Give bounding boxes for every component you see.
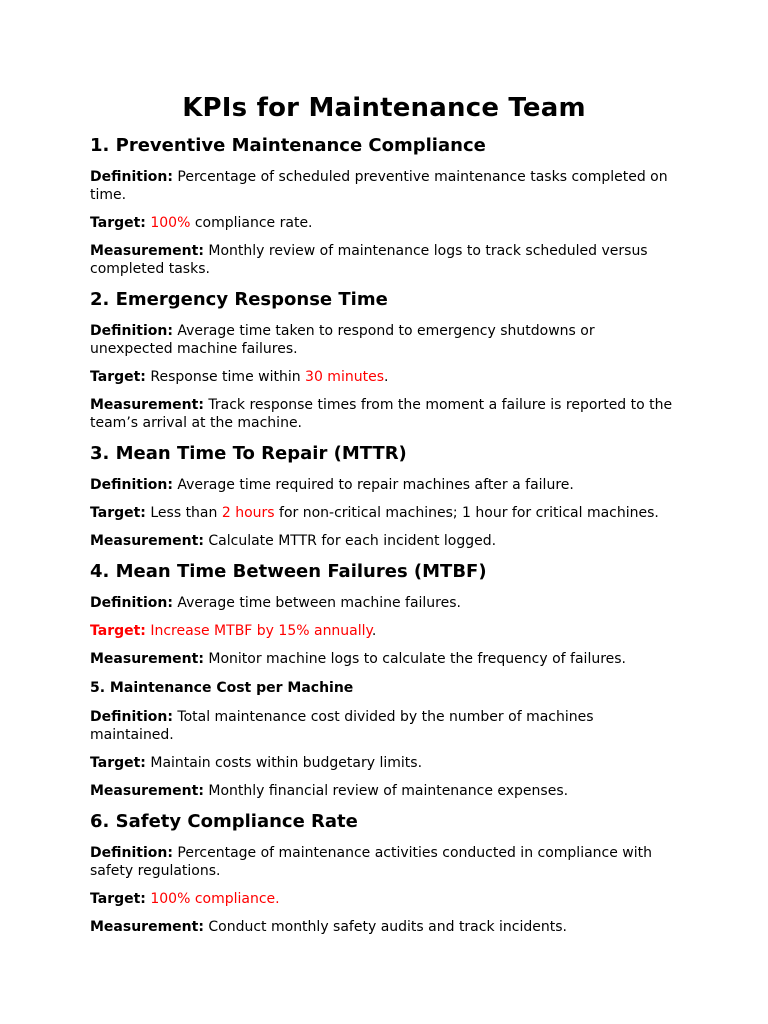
target-label: Target: (90, 369, 146, 385)
target-text: compliance rate. (190, 215, 313, 231)
measurement-text: Conduct monthly safety audits and track incidents. (208, 919, 567, 935)
target-highlight: 100% (150, 215, 191, 231)
measurement-label: Measurement: (90, 243, 204, 259)
definition-text: Average time between machine failures. (177, 595, 461, 611)
measurement-text: Monitor machine logs to calculate the frequency of failures. (208, 651, 627, 667)
measurement-paragraph (90, 242, 678, 278)
target-label: Target: (90, 505, 146, 521)
target-paragraph (90, 622, 678, 640)
document-title: KPIs for Maintenance Team (182, 93, 586, 123)
section-heading: 5. Maintenance Cost per Machine (90, 680, 354, 696)
definition-label: Definition: (90, 169, 173, 185)
definition-text: Average time taken to respond to emergency shutdowns or unexpected machine failures. (90, 323, 595, 357)
definition-paragraph (90, 708, 678, 744)
measurement-text: Monthly financial review of maintenance expenses. (208, 783, 569, 799)
definition-label: Definition: (90, 845, 173, 861)
definition-paragraph (90, 168, 678, 204)
target-highlight: 30 minutes (305, 369, 384, 385)
measurement-paragraph (90, 918, 678, 936)
target-text: Response time within (150, 369, 306, 385)
kpi-section-3 (90, 442, 678, 550)
definition-paragraph (90, 322, 678, 358)
definition-paragraph (90, 844, 678, 880)
section-heading: 3. Mean Time To Repair (MTTR) (90, 443, 407, 464)
definition-label: Definition: (90, 477, 173, 493)
kpi-section-6 (90, 810, 678, 936)
target-label: Target: (90, 623, 146, 639)
measurement-paragraph (90, 782, 678, 800)
definition-text: Average time required to repair machines after a failure. (177, 477, 574, 493)
target-text-end: for non-critical machines; 1 hour for critical machines. (274, 505, 659, 521)
target-label: Target: (90, 755, 146, 771)
target-text-end: . (383, 369, 389, 385)
target-paragraph (90, 504, 678, 522)
kpi-section-4 (90, 560, 678, 668)
measurement-text: Calculate MTTR for each incident logged. (208, 533, 497, 549)
measurement-paragraph (90, 532, 678, 550)
target-paragraph (90, 754, 678, 772)
definition-paragraph (90, 594, 678, 612)
section-heading: 6. Safety Compliance Rate (90, 811, 358, 832)
section-heading: 4. Mean Time Between Failures (MTBF) (90, 561, 487, 582)
definition-label: Definition: (90, 709, 173, 725)
measurement-label: Measurement: (90, 783, 204, 799)
measurement-label: Measurement: (90, 533, 204, 549)
measurement-label: Measurement: (90, 919, 204, 935)
definition-label: Definition: (90, 595, 173, 611)
section-heading: 1. Preventive Maintenance Compliance (90, 135, 486, 156)
definition-label: Definition: (90, 323, 173, 339)
measurement-text: Monthly review of maintenance logs to track scheduled versus completed tasks. (90, 243, 648, 277)
definition-text: Percentage of maintenance activities conducted in compliance with safety regulations. (90, 845, 653, 879)
target-text: Maintain costs within budgetary limits. (150, 755, 423, 771)
section-heading: 2. Emergency Response Time (90, 289, 388, 310)
measurement-paragraph (90, 396, 678, 432)
target-text-end: . (371, 623, 377, 639)
target-highlight: 100% compliance. (150, 891, 280, 907)
kpi-section-2 (90, 288, 678, 432)
target-label: Target: (90, 215, 146, 231)
kpi-section-1 (90, 134, 678, 278)
target-highlight: Increase MTBF by 15% annually (150, 623, 372, 639)
definition-paragraph (90, 476, 678, 494)
measurement-paragraph (90, 650, 678, 668)
target-label: Target: (90, 891, 146, 907)
target-highlight: 2 hours (221, 505, 275, 521)
definition-text: Percentage of scheduled preventive maintenance tasks completed on time. (90, 169, 668, 203)
target-text: Less than (150, 505, 222, 521)
measurement-label: Measurement: (90, 397, 204, 413)
definition-text: Total maintenance cost divided by the number of machines maintained. (90, 709, 594, 743)
target-paragraph (90, 890, 678, 908)
measurement-text: Track response times from the moment a failure is reported to the team’s arrival at the machine. (90, 397, 673, 431)
kpi-section-5 (90, 678, 678, 800)
target-paragraph (90, 368, 678, 386)
target-paragraph (90, 214, 678, 232)
measurement-label: Measurement: (90, 651, 204, 667)
